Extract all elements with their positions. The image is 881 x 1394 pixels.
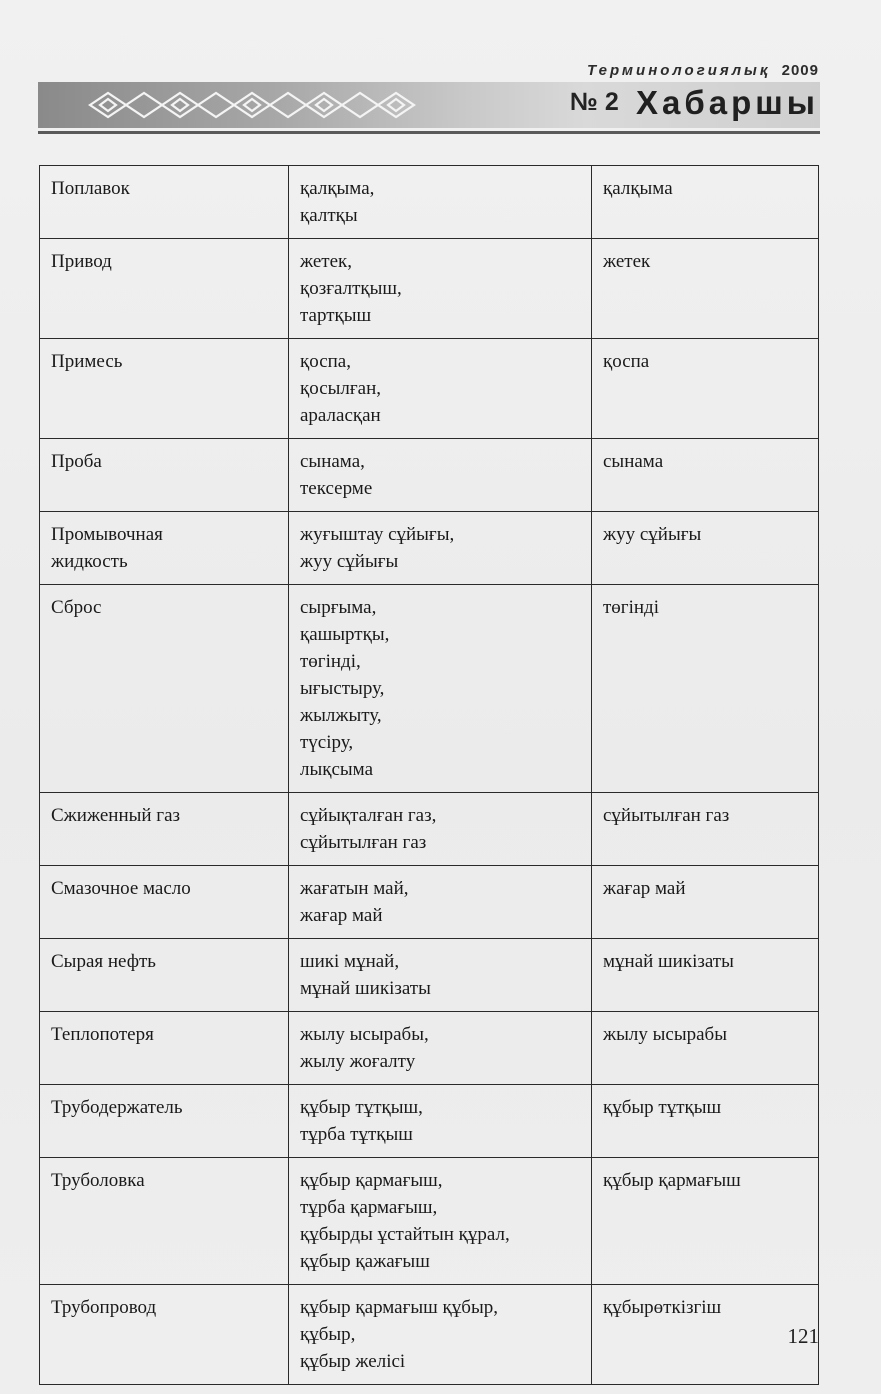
kazakh-variants-cell [289,439,592,512]
kazakh-variants-cell [289,512,592,585]
recommended-term-cell [592,939,819,1012]
russian-term-cell [40,939,289,1012]
russian-term-text: Сырая нефть [51,951,156,972]
russian-term-text: Труболовка [51,1170,145,1191]
kazakh-variants-text: сұйықталған газ, [300,805,437,826]
russian-term-text: Сжиженный газ [51,805,181,826]
table-row [40,1085,819,1158]
kazakh-variants-text: мұнай шикізаты [300,978,431,999]
table-row [40,439,819,512]
table-row [40,866,819,939]
kazakh-variants-text: қалқыма, [300,178,375,199]
journal-year: 2009 [781,62,819,79]
kazakh-variants-text: қозғалтқыш, [300,278,402,299]
recommended-term-cell [592,512,819,585]
russian-term-cell [40,239,289,339]
kazakh-variants-cell [289,1085,592,1158]
russian-term-text: Трубопровод [51,1297,157,1318]
table-row [40,793,819,866]
kazakh-variants-cell [289,866,592,939]
recommended-term-text: құбыр қармағыш [603,1170,741,1191]
kazakh-variants-text: төгінді, [300,651,361,672]
russian-term-text: Сброс [51,597,102,618]
kazakh-variants-text: шикі мұнай, [300,951,400,972]
kazakh-variants-text: лықсыма [300,759,374,780]
recommended-term-text: жетек [603,251,651,272]
header-rule [38,131,820,134]
russian-term-cell [40,866,289,939]
kazakh-variants-text: қосылған, [300,378,382,399]
kazakh-variants-text: құбыр қармағыш құбыр, [300,1297,498,1318]
recommended-term-cell [592,1085,819,1158]
recommended-term-text: жылу ысырабы [603,1024,727,1045]
recommended-term-cell [592,239,819,339]
kazakh-variants-text: құбыр қажағыш [300,1251,430,1272]
kazakh-variants-cell [289,939,592,1012]
russian-term-cell [40,512,289,585]
kazakh-variants-cell [289,1012,592,1085]
kazakh-variants-text: жағар май [300,905,383,926]
russian-term-cell [40,439,289,512]
kazakh-variants-cell [289,1158,592,1285]
kazakh-variants-cell [289,793,592,866]
russian-term-text: жидкость [51,551,128,572]
russian-term-text: Привод [51,251,112,272]
recommended-term-cell [592,793,819,866]
russian-term-text: Промывочная [51,524,163,545]
recommended-term-text: қоспа [603,351,650,372]
kazakh-variants-text: тексерме [300,478,373,499]
table-row [40,512,819,585]
russian-term-cell [40,793,289,866]
table-row [40,239,819,339]
recommended-term-cell [592,1285,819,1385]
table-row [40,1285,819,1385]
kazakh-variants-text: жылу ысырабы, [300,1024,429,1045]
recommended-term-cell [592,439,819,512]
russian-term-text: Проба [51,451,102,472]
kazakh-variants-text: құбыр, [300,1324,356,1345]
journal-word: Терминологиялық [587,62,771,79]
kazakh-variants-text: қашыртқы, [300,624,390,645]
russian-term-cell [40,166,289,239]
russian-term-cell [40,1012,289,1085]
kazakh-variants-text: құбыр қармағыш, [300,1170,443,1191]
kazakh-variants-text: жылу жоғалту [300,1051,416,1072]
table-row [40,1158,819,1285]
kazakh-variants-text: құбыр желісі [300,1351,406,1372]
russian-term-text: Теплопотеря [51,1024,154,1045]
recommended-term-text: сұйытылған газ [603,805,730,826]
recommended-term-cell [592,339,819,439]
table-row [40,166,819,239]
kazakh-variants-text: жетек, [300,251,353,272]
kazakh-variants-text: қоспа, [300,351,351,372]
recommended-term-text: құбыр тұтқыш [603,1097,722,1118]
kazakh-variants-cell [289,166,592,239]
recommended-term-cell [592,166,819,239]
magazine-title: Хабаршы [636,84,819,121]
russian-term-text: Трубодержатель [51,1097,183,1118]
kazakh-variants-text: сырғыма, [300,597,377,618]
kazakh-variants-text: құбыр тұтқыш, [300,1097,423,1118]
russian-term-cell [40,585,289,793]
terminology-table [39,165,819,1385]
kazakh-variants-cell [289,339,592,439]
kazakh-variants-text: жуу сұйығы [300,551,399,572]
page-number: 121 [787,1324,819,1348]
russian-term-cell [40,1285,289,1385]
table-row [40,939,819,1012]
recommended-term-text: қалқыма [603,178,673,199]
kazakh-variants-text: тартқыш [300,305,372,326]
kazakh-variants-text: ығыстыру, [300,678,385,699]
recommended-term-cell [592,585,819,793]
russian-term-cell [40,339,289,439]
russian-term-cell [40,1085,289,1158]
recommended-term-cell [592,866,819,939]
recommended-term-cell [592,1158,819,1285]
recommended-term-text: сынама [603,451,664,472]
russian-term-text: Смазочное масло [51,878,191,899]
table-row [40,585,819,793]
recommended-term-text: төгінді [603,597,659,618]
kazakh-variants-text: құбырды ұстайтын құрал, [300,1224,510,1245]
kazakh-variants-text: жылжыту, [300,705,382,726]
recommended-term-text: жағар май [603,878,686,899]
russian-term-text: Примесь [51,351,123,372]
kazakh-variants-text: түсіру, [300,732,354,753]
ornament-icon [86,84,446,126]
terminology-table-body [40,166,819,1385]
kazakh-variants-text: араласқан [300,405,381,426]
issue-number: № 2 [570,88,619,116]
kazakh-variants-cell [289,239,592,339]
kazakh-variants-cell [289,1285,592,1385]
journal-heading [587,62,819,79]
table-row [40,339,819,439]
recommended-term-text: құбырөткізгіш [603,1297,722,1318]
kazakh-variants-text: жағатын май, [300,878,409,899]
recommended-term-text: жуу сұйығы [603,524,702,545]
russian-term-cell [40,1158,289,1285]
kazakh-variants-text: сынама, [300,451,365,472]
table-row [40,1012,819,1085]
russian-term-text: Поплавок [51,178,130,199]
kazakh-variants-text: сұйытылған газ [300,832,427,853]
kazakh-variants-cell [289,585,592,793]
kazakh-variants-text: тұрба қармағыш, [300,1197,438,1218]
kazakh-variants-text: қалтқы [300,205,358,226]
kazakh-variants-text: жуғыштау сұйығы, [300,524,455,545]
kazakh-variants-text: тұрба тұтқыш [300,1124,413,1145]
recommended-term-text: мұнай шикізаты [603,951,734,972]
recommended-term-cell [592,1012,819,1085]
